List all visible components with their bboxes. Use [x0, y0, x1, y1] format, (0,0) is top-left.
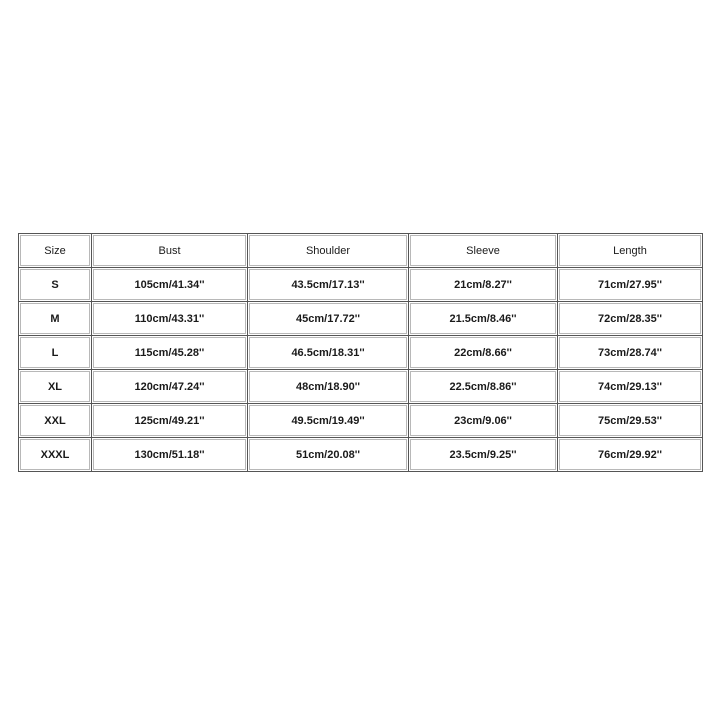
sleeve-cell: 23.5cm/9.25'' [409, 438, 558, 472]
shoulder-cell: 43.5cm/17.13'' [248, 268, 409, 302]
size-cell: S [19, 268, 92, 302]
header-length: Length [558, 234, 703, 268]
length-cell: 71cm/27.95'' [558, 268, 703, 302]
shoulder-cell: 46.5cm/18.31'' [248, 336, 409, 370]
table-row [19, 336, 703, 370]
size-cell: XXL [19, 404, 92, 438]
length-cell: 76cm/29.92'' [558, 438, 703, 472]
size-cell: L [19, 336, 92, 370]
length-cell: 73cm/28.74'' [558, 336, 703, 370]
sleeve-cell: 23cm/9.06'' [409, 404, 558, 438]
bust-cell: 130cm/51.18'' [92, 438, 248, 472]
header-bust: Bust [92, 234, 248, 268]
bust-cell: 120cm/47.24'' [92, 370, 248, 404]
header-sleeve: Sleeve [409, 234, 558, 268]
table-row [19, 370, 703, 404]
bust-cell: 115cm/45.28'' [92, 336, 248, 370]
sleeve-cell: 21.5cm/8.46'' [409, 302, 558, 336]
length-cell: 74cm/29.13'' [558, 370, 703, 404]
table-row [19, 404, 703, 438]
length-cell: 72cm/28.35'' [558, 302, 703, 336]
shoulder-cell: 48cm/18.90'' [248, 370, 409, 404]
bust-cell: 105cm/41.34'' [92, 268, 248, 302]
size-cell: XXXL [19, 438, 92, 472]
header-size: Size [19, 234, 92, 268]
size-cell: M [19, 302, 92, 336]
length-cell: 75cm/29.53'' [558, 404, 703, 438]
table-row [19, 438, 703, 472]
table-row [19, 268, 703, 302]
sleeve-cell: 21cm/8.27'' [409, 268, 558, 302]
bust-cell: 125cm/49.21'' [92, 404, 248, 438]
bust-cell: 110cm/43.31'' [92, 302, 248, 336]
shoulder-cell: 49.5cm/19.49'' [248, 404, 409, 438]
size-cell: XL [19, 370, 92, 404]
sleeve-cell: 22cm/8.66'' [409, 336, 558, 370]
shoulder-cell: 51cm/20.08'' [248, 438, 409, 472]
shoulder-cell: 45cm/17.72'' [248, 302, 409, 336]
sleeve-cell: 22.5cm/8.86'' [409, 370, 558, 404]
header-shoulder: Shoulder [248, 234, 409, 268]
table-header-row [19, 234, 703, 268]
size-chart-table [18, 233, 703, 472]
table-row [19, 302, 703, 336]
